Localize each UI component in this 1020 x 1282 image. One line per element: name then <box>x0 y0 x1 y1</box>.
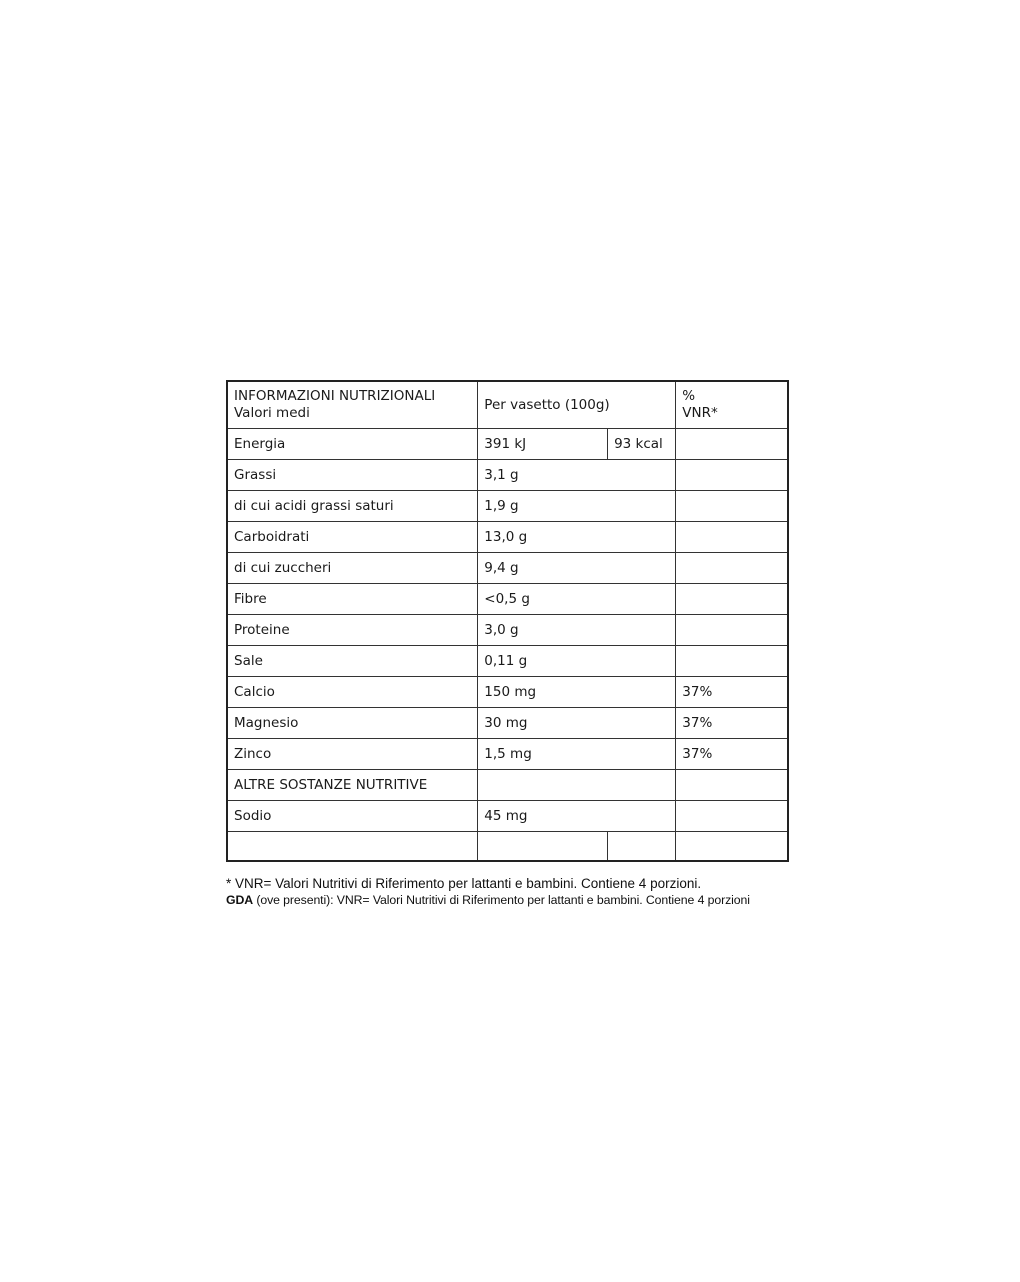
row-vnr <box>676 615 788 646</box>
row-value: 45 mg <box>478 801 676 832</box>
nutrition-table <box>226 380 789 862</box>
row-label: Energia <box>227 429 478 460</box>
row-value: <0,5 g <box>478 584 676 615</box>
table-row <box>227 677 788 708</box>
row-label: Fibre <box>227 584 478 615</box>
table-row <box>227 708 788 739</box>
footnote-gda <box>226 892 796 908</box>
table-row-empty <box>227 832 788 862</box>
table-header-row <box>227 381 788 429</box>
table-row <box>227 770 788 801</box>
row-value: 30 mg <box>478 708 676 739</box>
row-value: 3,1 g <box>478 460 676 491</box>
row-label: di cui zuccheri <box>227 553 478 584</box>
table-row <box>227 739 788 770</box>
table-row <box>227 522 788 553</box>
row-vnr <box>676 801 788 832</box>
row-label: Calcio <box>227 677 478 708</box>
row-label: Sale <box>227 646 478 677</box>
header-vnr-percent: % <box>682 388 696 404</box>
table-row-energy <box>227 429 788 460</box>
row-value: 0,11 g <box>478 646 676 677</box>
energy-kj: 391 kJ <box>478 429 608 460</box>
energy-kcal: 93 kcal <box>608 429 676 460</box>
row-value <box>478 770 676 801</box>
footnote-vnr: * VNR= Valori Nutritivi di Riferimento per lattanti e bambini. Contiene 4 porzioni. <box>226 876 702 891</box>
row-vnr <box>676 522 788 553</box>
header-vnr-cell <box>676 381 788 429</box>
row-label: Grassi <box>227 460 478 491</box>
empty-cell <box>478 832 608 862</box>
row-vnr: 37% <box>676 677 788 708</box>
table-row <box>227 801 788 832</box>
row-vnr: 37% <box>676 739 788 770</box>
row-value: 13,0 g <box>478 522 676 553</box>
header-subtitle: Valori medi <box>234 405 310 421</box>
empty-cell <box>676 832 788 862</box>
row-vnr <box>676 770 788 801</box>
row-value: 3,0 g <box>478 615 676 646</box>
row-vnr <box>676 429 788 460</box>
footnote-gda-text: (ove presenti): VNR= Valori Nutritivi di Riferimento per lattanti e bambini. Contiene 4 porzioni <box>253 893 750 907</box>
table-row <box>227 646 788 677</box>
row-value: 1,5 mg <box>478 739 676 770</box>
table-row <box>227 553 788 584</box>
footnote <box>226 876 796 908</box>
header-title: INFORMAZIONI NUTRIZIONALI <box>234 388 436 404</box>
row-label: Carboidrati <box>227 522 478 553</box>
row-vnr <box>676 584 788 615</box>
empty-cell <box>227 832 478 862</box>
row-label: Sodio <box>227 801 478 832</box>
header-title-cell <box>227 381 478 429</box>
row-vnr <box>676 646 788 677</box>
row-value: 150 mg <box>478 677 676 708</box>
row-label: ALTRE SOSTANZE NUTRITIVE <box>227 770 478 801</box>
row-vnr <box>676 491 788 522</box>
empty-cell <box>608 832 676 862</box>
table-row <box>227 460 788 491</box>
row-label: di cui acidi grassi saturi <box>227 491 478 522</box>
row-value: 1,9 g <box>478 491 676 522</box>
footnote-gda-label: GDA <box>226 893 254 907</box>
row-value: 9,4 g <box>478 553 676 584</box>
row-label: Zinco <box>227 739 478 770</box>
header-vnr-label: VNR* <box>682 405 718 421</box>
header-per-portion: Per vasetto (100g) <box>478 381 676 429</box>
table-row <box>227 615 788 646</box>
row-vnr <box>676 460 788 491</box>
row-label: Magnesio <box>227 708 478 739</box>
row-vnr <box>676 553 788 584</box>
table-row <box>227 584 788 615</box>
row-vnr: 37% <box>676 708 788 739</box>
table-row <box>227 491 788 522</box>
row-label: Proteine <box>227 615 478 646</box>
